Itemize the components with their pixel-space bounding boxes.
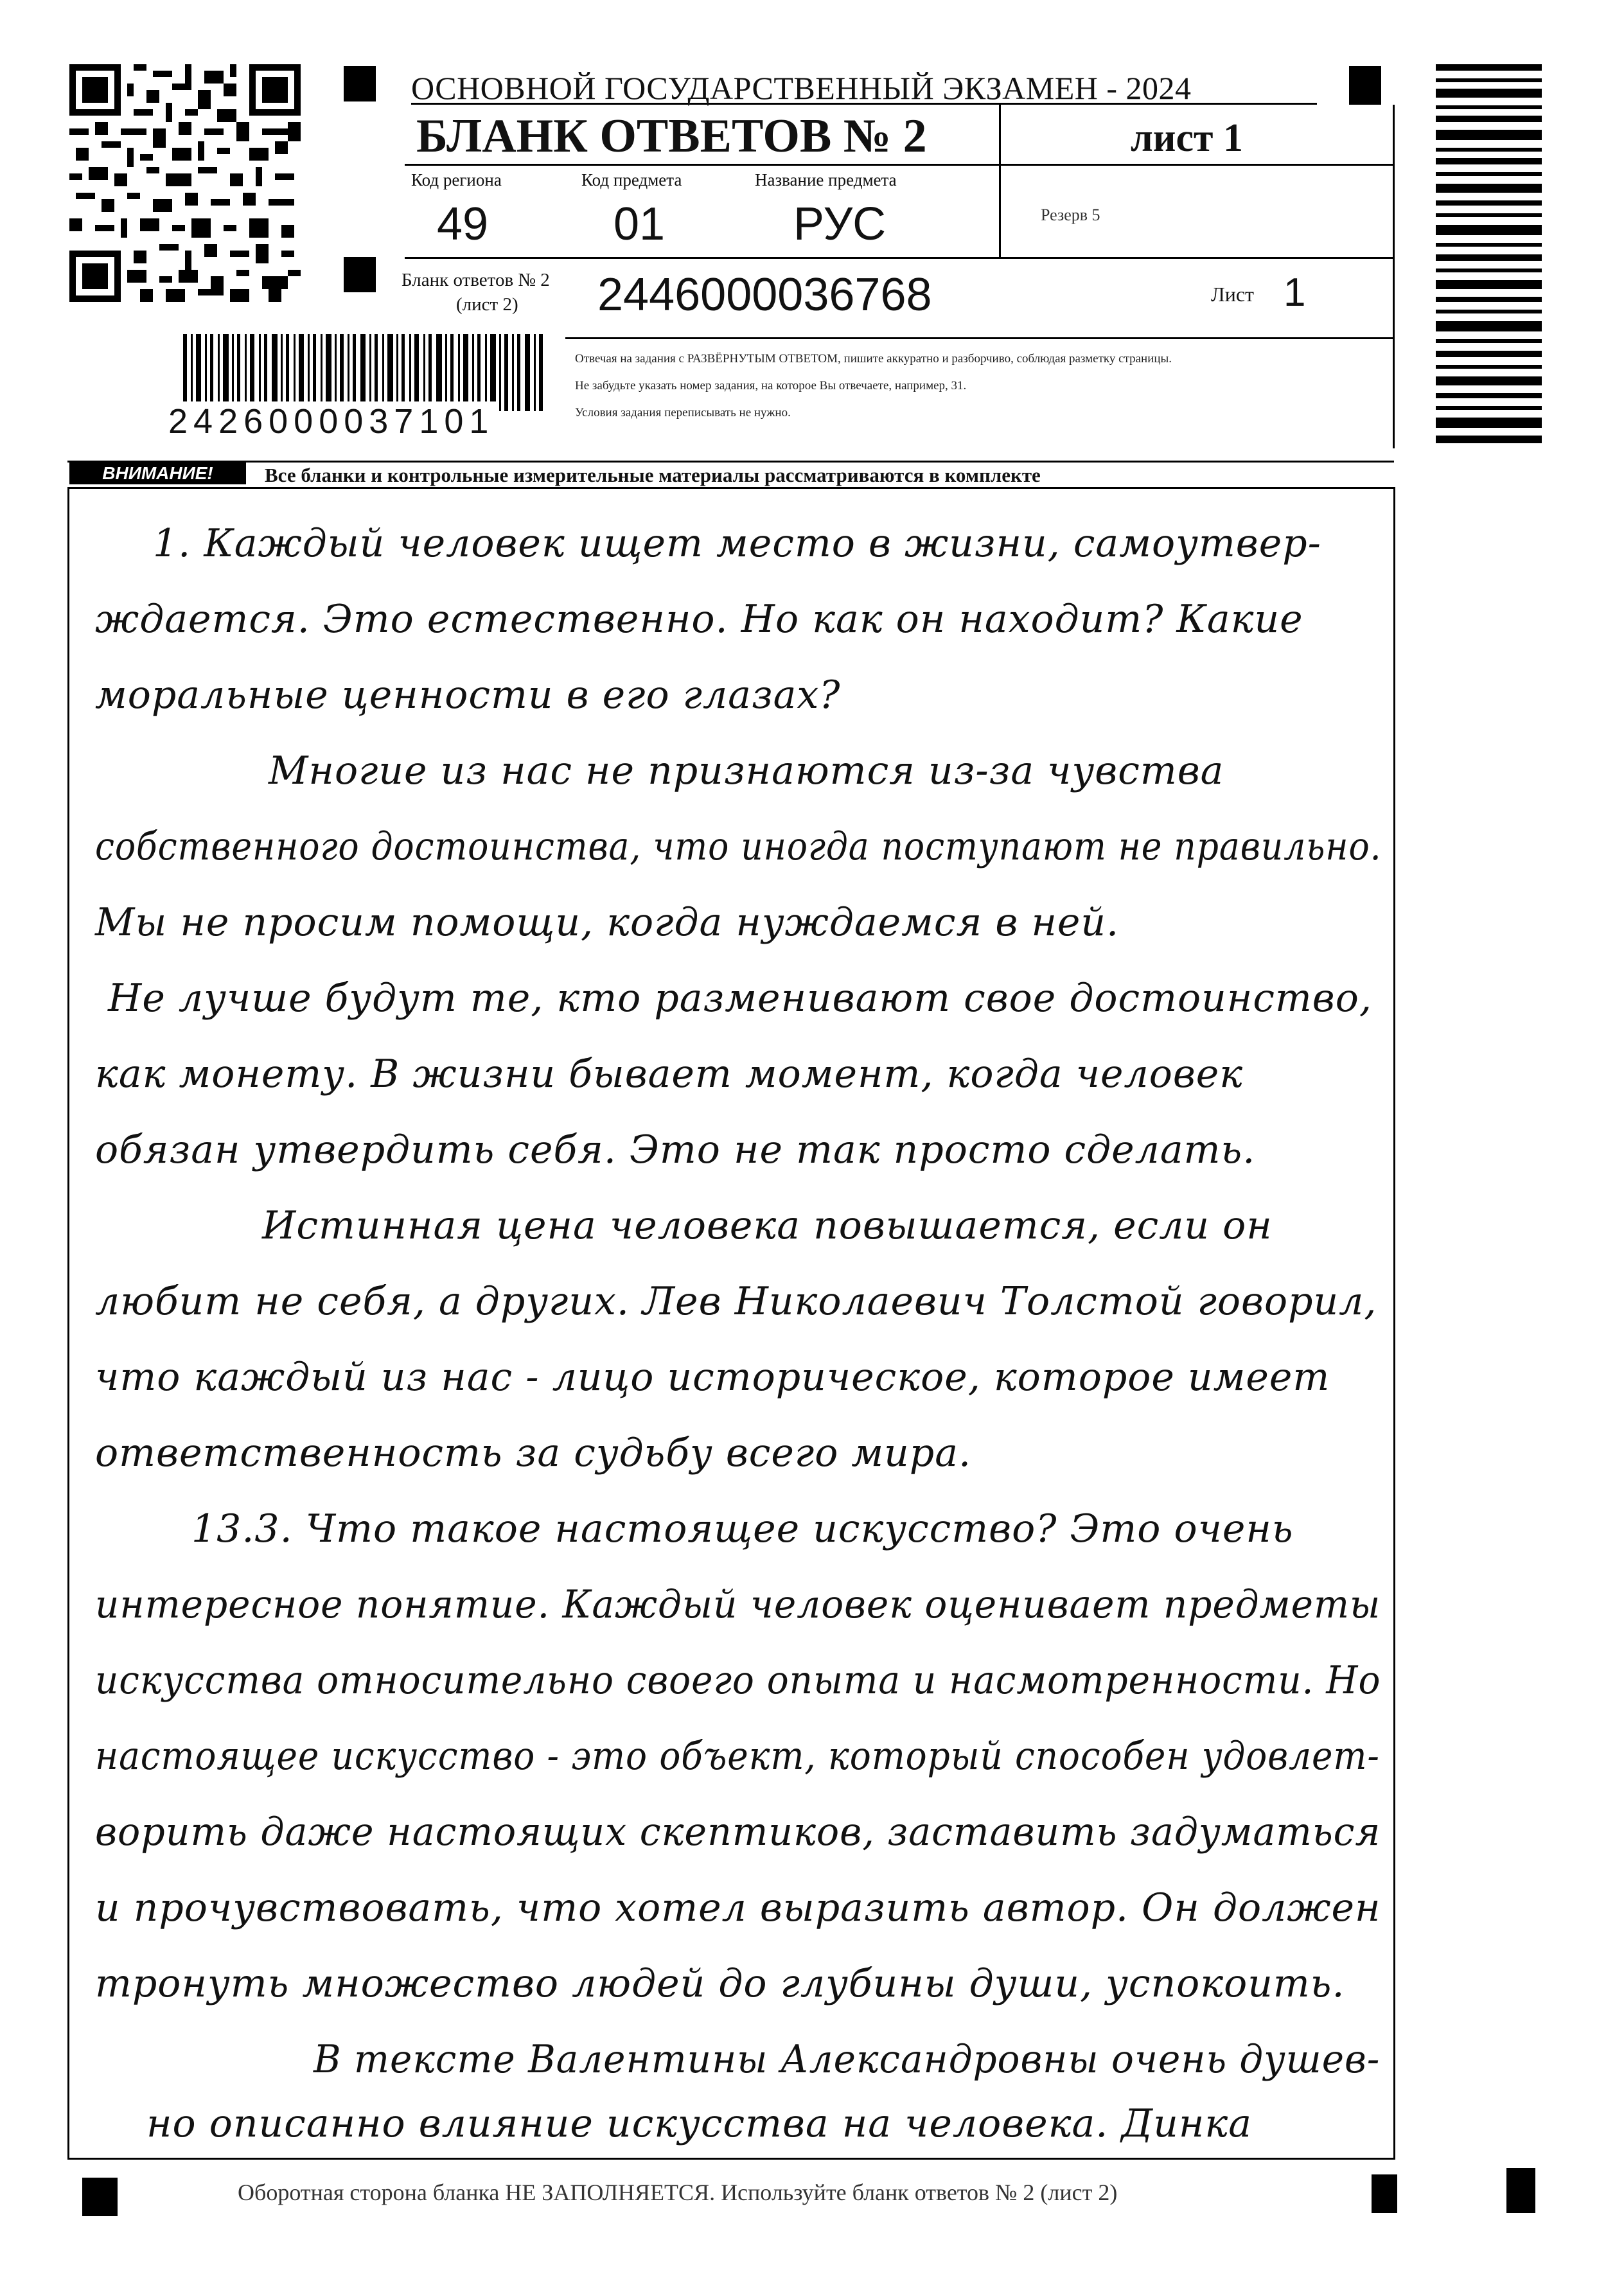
corner-marker-top-right: [1349, 66, 1381, 105]
answer-line: но описанно влияние искусства на человека. Динка: [146, 2101, 1252, 2146]
barcode: [183, 334, 543, 411]
region-value: 49: [437, 198, 489, 250]
corner-marker-mid-left: [344, 257, 376, 292]
answer-line: Многие из нас не признаются из-за чувства: [269, 748, 1224, 793]
form-id-label-1: Бланк ответов № 2: [402, 270, 550, 290]
answer-line: как монету. В жизни бывает момент, когда человек: [95, 1052, 1244, 1097]
answer-line: 13.3. Что такое настоящее искусство? Это очень: [191, 1506, 1294, 1551]
header-bottom-line: [565, 337, 1394, 339]
subject-name-label: Название предмета: [755, 170, 897, 190]
answer-line: интересное понятие. Каждый человек оценивает предметы: [95, 1582, 1381, 1627]
reserve-label: Резерв 5: [1041, 206, 1100, 224]
corner-marker-bottom-left-1: [82, 2178, 118, 2216]
attention-badge: ВНИМАНИЕ!: [69, 463, 246, 484]
answer-line: собственного достоинства, что иногда поступают не правильно.: [95, 824, 1382, 869]
instruction-2: Не забудьте указать номер задания, на которое Вы отвечаете, например, 31.: [575, 379, 967, 392]
exam-title: ОСНОВНОЙ ГОСУДАРСТВЕННЫЙ ЭКЗАМЕН - 2024: [411, 70, 1192, 106]
attention-rule: [67, 461, 1394, 463]
attention-text: Все бланки и контрольные измерительные материалы рассматриваются в комплекте: [265, 464, 1041, 486]
answer-line: 1. Каждый человек ищет место в жизни, самоутвер-: [153, 521, 1321, 566]
answer-line: В тексте Валентины Александровны очень душев-: [313, 2037, 1381, 2082]
header-mid-line: [405, 257, 1394, 259]
answer-line: ждается. Это естественно. Но как он находит? Какие: [95, 597, 1303, 642]
instruction-1: Отвечая на задания с РАЗВЁРНУТЫМ ОТВЕТОМ, пишите аккуратно и разборчиво, соблюдая разметку страницы.: [575, 352, 1172, 366]
corner-marker-top-left: [344, 66, 376, 101]
answer-line: моральные ценности в его глазах?: [95, 673, 841, 718]
answer-line: что каждый из нас - лицо историческое, которое имеет: [95, 1355, 1330, 1400]
subject-name-value: РУС: [793, 198, 887, 250]
answer-line: любит не себя, а других. Лев Николаевич Толстой говорил,: [95, 1279, 1377, 1324]
sheet-num-value: 1: [1284, 270, 1306, 315]
instruction-3: Условия задания переписывать не нужно.: [575, 406, 791, 419]
answer-line: Не лучше будут те, кто разменивают свое достоинство,: [108, 976, 1372, 1021]
region-label: Код региона: [411, 170, 502, 190]
answer-line: ответственность за судьбу всего мира.: [95, 1431, 972, 1476]
answer-line: искусства относительно своего опыта и насмотренности. Но: [95, 1658, 1381, 1703]
answer-line: Мы не просим помощи, когда нуждаемся в ней.: [95, 900, 1120, 945]
answer-line: и прочувствовать, что хотел выразить автор. Он должен: [95, 1885, 1381, 1930]
answer-line: обязан утвердить себя. Это не так просто сделать.: [95, 1127, 1256, 1172]
header-box-right: [1393, 105, 1395, 448]
header-box-top: [999, 105, 1001, 259]
side-barcode-graphic: [1436, 64, 1542, 443]
subject-code-value: 01: [613, 198, 666, 250]
footer-note: Оборотная сторона бланка НЕ ЗАПОЛНЯЕТСЯ. Используйте бланк ответов № 2 (лист 2): [238, 2180, 1118, 2205]
answer-line: Истинная цена человека повышается, если он: [262, 1203, 1273, 1248]
form-title-underline: [405, 164, 1394, 166]
sheet-num-label: Лист: [1211, 283, 1255, 306]
barcode-number: 2426000037101: [166, 401, 497, 441]
answer-line: настоящее искусство - это объект, который способен удовлет-: [95, 1734, 1380, 1779]
form-id-label-2: (лист 2): [456, 294, 518, 315]
answer-line: ворить даже настоящих скептиков, заставить задуматься: [95, 1810, 1381, 1855]
answer-area[interactable]: [67, 487, 1395, 2160]
form-id-value: 2446000036768: [597, 269, 932, 321]
subject-code-label: Код предмета: [581, 170, 682, 190]
qr-code: [69, 64, 301, 302]
answer-line: тронуть множество людей до глубины души, успокоить.: [95, 1961, 1345, 2006]
corner-marker-bottom-right-1: [1372, 2174, 1397, 2213]
sheet-label: лист 1: [1131, 116, 1243, 160]
side-barcode: [1436, 64, 1542, 443]
form-title: БЛАНК ОТВЕТОВ № 2: [416, 110, 927, 163]
corner-marker-bottom-right-2: [1506, 2168, 1535, 2213]
